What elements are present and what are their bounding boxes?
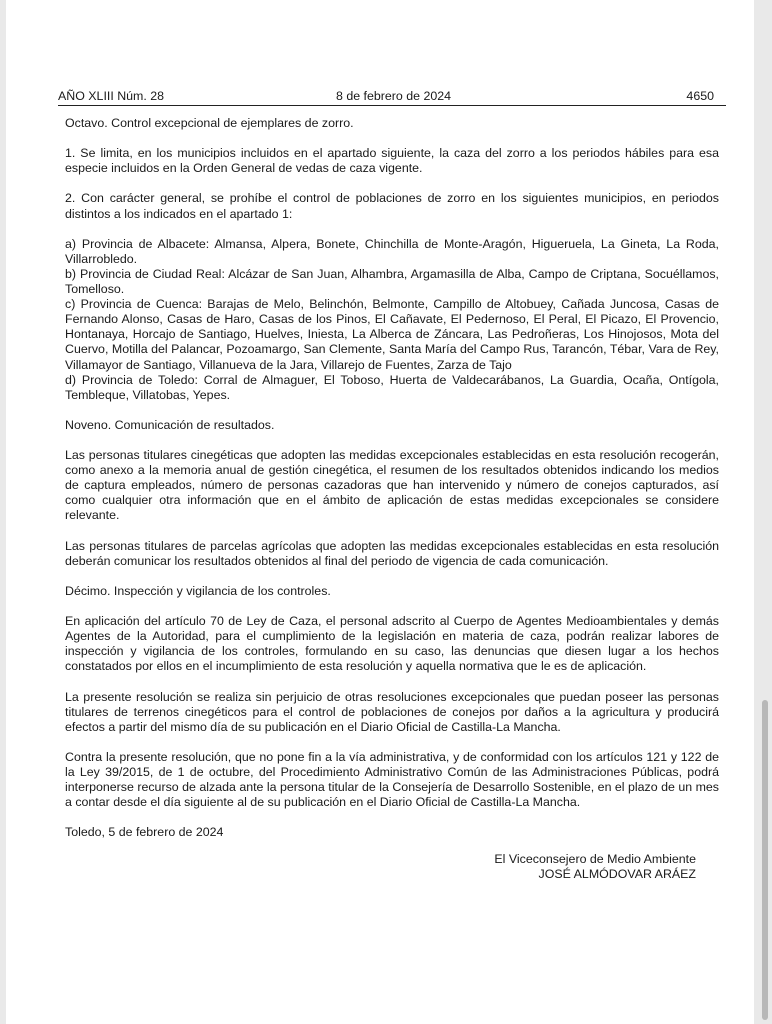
signature-block <box>494 852 696 882</box>
vertical-scrollbar[interactable] <box>762 700 768 1020</box>
paragraph: 1. Se limita, en los municipios incluidos en el apartado siguiente, la caza del zorro a los periodos hábiles para esa especie incluidos en la Orden General de vedas de caza vigente. <box>65 146 719 176</box>
province-list-item: b) Provincia de Ciudad Real: Alcázar de San Juan, Alhambra, Argamasilla de Alba, Campo de Criptana, Socuéllamos, Tomelloso. <box>65 266 719 297</box>
signatory-name: JOSÉ ALMÓDOVAR ARÁEZ <box>538 867 696 882</box>
paragraph: Las personas titulares cinegéticas que adopten las medidas excepcionales establecidas en esta resolución recogerán, como anexo a la memoria anual de gestión cinegética, el resumen de los resultados obtenidos indicando los medios de captura empleados, número de personas cazadoras que han intervenido y número de conejos capturados, así como cualquier otra información que en el ámbito de aplicación de estas medidas excepcionales se considere relevante. <box>65 448 719 523</box>
header-page-number: 4650 <box>686 89 714 103</box>
place-date: Toledo, 5 de febrero de 2024 <box>65 825 224 840</box>
signatory-role: El Viceconsejero de Medio Ambiente <box>494 852 696 866</box>
paragraph: Contra la presente resolución, que no pone fin a la vía administrativa, y de conformidad con los artículos 121 y 122 de la Ley 39/2015, de 1 de octubre, del Procedimiento Administrativo Común de las Administraciones Públicas, podrá interponerse recurso de alzada ante la persona titular de la Consejería de Desarrollo Sostenible, en el plazo de un mes a contar desde el día siguiente al de su publicación en el Diario Oficial de Castilla-La Mancha. <box>65 749 719 810</box>
header-date: 8 de febrero de 2024 <box>336 89 452 103</box>
section-heading-noveno: Noveno. Comunicación de resultados. <box>65 417 275 432</box>
paragraph: La presente resolución se realiza sin perjuicio de otras resoluciones excepcionales que puedan poseer las personas titulares de terrenos cinegéticos para el control de poblaciones de conejos por daños a la agricultura y producirá efectos a partir del mismo día de su publicación en el Diario Oficial de Castilla-La Mancha. <box>65 689 719 734</box>
province-list-item: a) Provincia de Albacete: Almansa, Alpera, Bonete, Chinchilla de Monte-Aragón, Higueruela, La Gineta, La Roda, Villarrobledo. <box>65 236 719 266</box>
paragraph: En aplicación del artículo 70 de Ley de Caza, el personal adscrito al Cuerpo de Agentes Medioambientales y demás Agentes de la Autoridad, para el cumplimiento de la legislación en materia de caza, podrán realizar labores de inspección y vigilancia de los controles, formulando en su caso, las denuncias que diesen lugar a los hechos constatados por ellos en el incumplimiento de esta resolución y aquella normativa que le es de aplicación. <box>65 614 719 674</box>
header-issue: AÑO XLIII Núm. 28 <box>58 89 165 103</box>
province-list-item: d) Provincia de Toledo: Corral de Almaguer, El Toboso, Huerta de Valdecarábanos, La Guardia, Ocaña, Ontígola, Tembleque, Villatobas, Yepes. <box>65 372 719 402</box>
page-header <box>58 89 726 106</box>
document-page <box>6 0 754 1024</box>
paragraph: Las personas titulares de parcelas agrícolas que adopten las medidas excepcionales establecidas en esta resolución deberán comunicar los resultados obtenidos al final del periodo de vigencia de cada comunicación. <box>65 538 719 568</box>
document-body <box>65 116 719 856</box>
section-heading-decimo: Décimo. Inspección y vigilancia de los controles. <box>65 583 331 598</box>
paragraph: 2. Con carácter general, se prohíbe el control de poblaciones de zorro en los siguientes municipios, en periodos distintos a los indicados en el apartado 1: <box>65 191 719 221</box>
province-list-item: c) Provincia de Cuenca: Barajas de Melo, Belinchón, Belmonte, Campillo de Altobuey, Cañada Juncosa, Casas de Fernando Alonso, Casas de Haro, Casas de los Pinos, El Cañavate, El Pedernoso, El Peral, El Picazo, El Provencio, Hontanaya, Horcajo de Santiago, Huelves, Iniesta, La Alberca de Záncara, Las Pedroñeras, Los Hinojosos, Mota del Cuervo, Motilla del Palancar, Pozoamargo, San Clemente, Santa María del Campo Rus, Tarancón, Tébar, Vara de Rey, Villamayor de Santiago, Villanueva de la Jara, Villarejo de Fuentes, Zarza de Tajo <box>65 297 719 372</box>
section-heading-octavo: Octavo. Control excepcional de ejemplares de zorro. <box>65 116 354 130</box>
